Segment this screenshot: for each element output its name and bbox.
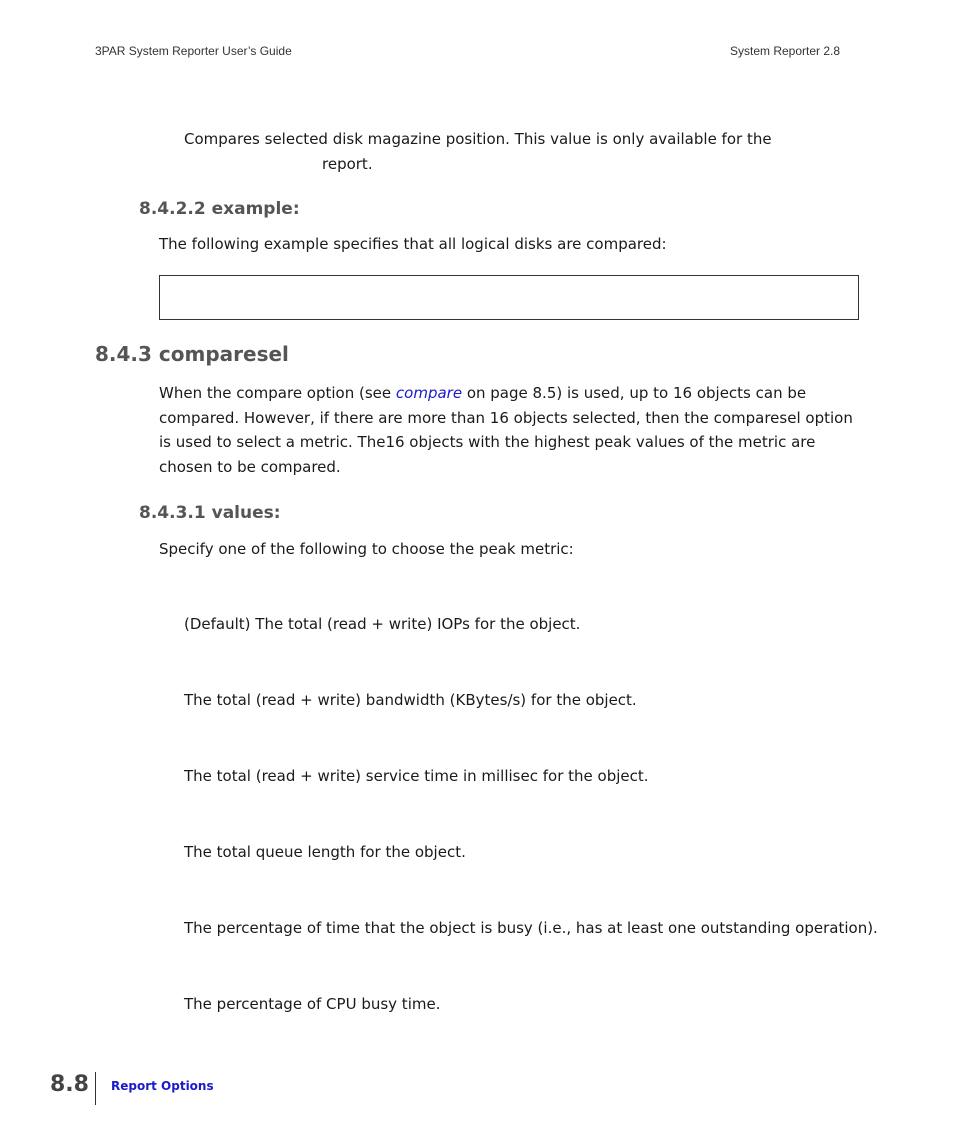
value-description-service-time: The total (read + write) service time in millisec for the object. [184, 767, 649, 785]
intro-line-1: Compares selected disk magazine position. This value is only available for the [184, 130, 772, 148]
values-intro: Specify one of the following to choose the peak metric: [159, 540, 574, 558]
running-header-title: 3PAR System Reporter User’s Guide [95, 44, 292, 58]
value-description-queue-length: The total queue length for the object. [184, 843, 466, 861]
values-heading: 8.4.3.1 values: [139, 503, 281, 523]
comparesel-text-after-link: on page 8.5) is used, up to 16 objects can be compared. However, if there are more than 16 objects selected, then the comparesel option is used to select a metric. The16 objects with the highest peak values of the metric are chosen to be compared. [159, 384, 853, 476]
comparesel-paragraph [159, 381, 859, 479]
value-description-iops: (Default) The total (read + write) IOPs for the object. [184, 615, 581, 633]
code-example-box [159, 275, 859, 320]
value-description-cpu: The percentage of CPU busy time. [184, 995, 441, 1013]
compare-link[interactable]: compare [395, 384, 463, 402]
section-heading-comparesel: 8.4.3 comparesel [95, 342, 289, 366]
footer-divider [95, 1072, 96, 1105]
example-heading: 8.4.2.2 example: [139, 199, 300, 219]
page-number: 8.8 [50, 1072, 89, 1097]
value-description-bandwidth: The total (read + write) bandwidth (KBytes/s) for the object. [184, 691, 637, 709]
comparesel-text-before-link: When the compare option (see [159, 384, 396, 402]
value-description-busy: The percentage of time that the object is busy (i.e., has at least one outstanding operation). [184, 919, 878, 937]
intro-line-2: report. [322, 155, 373, 173]
example-text: The following example specifies that all logical disks are compared: [159, 235, 667, 253]
running-header-version: System Reporter 2.8 [730, 44, 841, 58]
footer-section-title: Report Options [111, 1079, 214, 1093]
